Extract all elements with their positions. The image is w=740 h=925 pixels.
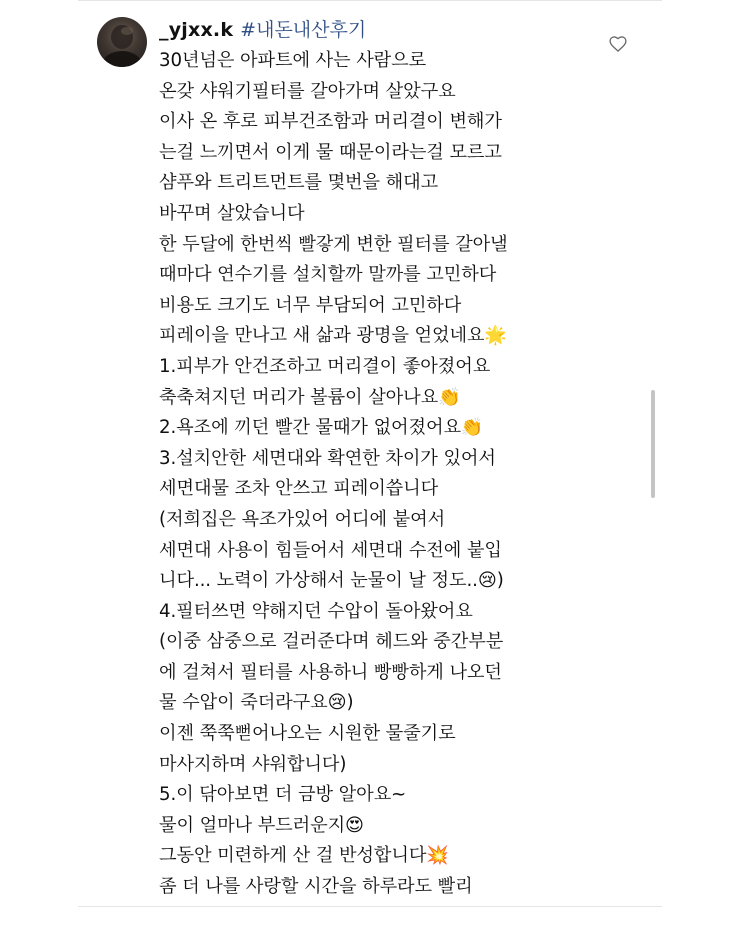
comment-line: 비용도 크기도 너무 부담되어 고민하다 xyxy=(159,294,462,316)
bottom-divider xyxy=(78,906,662,907)
comment-line: 축축쳐지던 머리가 볼륨이 살아나요👏 xyxy=(159,386,461,408)
comment-line: 에 걸쳐서 필터를 사용하니 빵빵하게 나오던 xyxy=(159,661,502,683)
comment-line: 니다... 노력이 가상해서 눈물이 날 정도..😢) xyxy=(159,570,504,592)
comment-line: 5.이 닦아보면 더 금방 알아요~ xyxy=(159,784,407,806)
comment-line: 한 두달에 한번씩 빨갛게 변한 필터를 갈아낼 xyxy=(159,233,508,255)
comment-line: 때마다 연수기를 설치할까 말까를 고민하다 xyxy=(159,264,497,286)
comment-line: 3.설치안한 세면대와 확연한 차이가 있어서 xyxy=(159,447,496,469)
comment-line: 피레이을 만나고 새 삶과 광명을 얻었네요🌟 xyxy=(159,325,507,347)
comment-line: 좀 더 나를 사랑할 시간을 하루라도 빨리 xyxy=(159,876,473,898)
comment-line: 샴푸와 트리트먼트를 몇번을 해대고 xyxy=(159,172,439,194)
comment-line: 2.욕조에 끼던 빨간 물때가 없어졌어요👏 xyxy=(159,417,484,439)
comment-header xyxy=(159,17,366,43)
comment-line: 1.피부가 안건조하고 머리결이 좋아졌어요 xyxy=(159,355,491,377)
comment-line: 세면대물 조차 안쓰고 피레이씁니다 xyxy=(159,478,439,500)
top-divider xyxy=(78,0,662,1)
username-link[interactable]: _yjxx.k xyxy=(159,19,234,41)
comment-line: 이사 온 후로 피부건조함과 머리결이 변해가 xyxy=(159,111,502,133)
comment-line: 이젠 쭉쭉뻗어나오는 시원한 물줄기로 xyxy=(159,723,456,745)
comment-line: 30년넘은 아파트에 사는 사람으로 xyxy=(159,50,427,71)
comment-line: 물 수압이 죽더라구요😢) xyxy=(159,692,354,714)
hashtag-link[interactable]: #내돈내산후기 xyxy=(240,19,367,41)
comment-line: 물이 얼마나 부드러운지😍 xyxy=(159,814,364,836)
comment-line: 그동안 미련하게 산 걸 반성합니다💥 xyxy=(159,845,449,867)
comment-line: 바꾸며 살았습니다 xyxy=(159,202,305,224)
comment-line: 온갖 샤워기필터를 갈아가며 살았구요 xyxy=(159,80,456,102)
comment-line: (이중 삼중으로 걸러준다며 헤드와 중간부분 xyxy=(159,631,504,653)
comment-body xyxy=(159,46,639,903)
avatar[interactable] xyxy=(97,17,147,67)
scrollbar-thumb[interactable] xyxy=(651,390,655,498)
comment-line: 는걸 느끼면서 이게 물 때문이라는걸 모르고 xyxy=(159,141,502,163)
comment-line: (저희집은 욕조가있어 어디에 붙여서 xyxy=(159,508,446,530)
comment-line: 4.필터쓰면 약해지던 수압이 돌아왔어요 xyxy=(159,600,473,622)
comment-line: 세면대 사용이 힘들어서 세면대 수전에 붙입 xyxy=(159,539,502,561)
comment-line: 마사지하며 샤워합니다) xyxy=(159,753,347,775)
